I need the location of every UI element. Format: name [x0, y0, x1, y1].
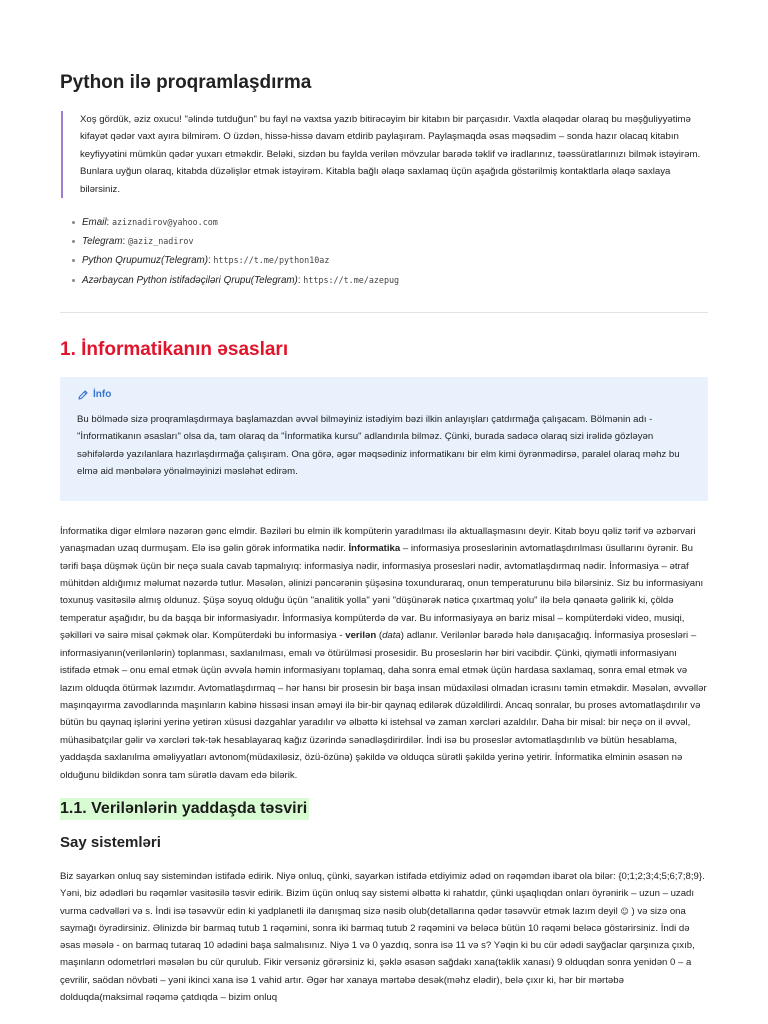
contact-email-link[interactable]: aziznadirov@yahoo.com [111, 217, 218, 228]
contact-item-azepug: Azərbaycan Python istifadəçiləri Qrupu(Telegram): https://t.me/azepug [82, 271, 708, 290]
contact-azepug-link[interactable]: https://t.me/azepug [303, 274, 400, 285]
info-callout [60, 377, 708, 501]
info-callout-label: İnfo [93, 389, 112, 401]
contact-label: Python Qrupumuz(Telegram) [82, 255, 208, 267]
contact-item-email: Email: aziznadirov@yahoo.com [82, 213, 708, 232]
intro-text: Xoş gördük, əziz oxucu! "əlində tutduğun" bu fayl nə vaxtsa yazıb bitirəcəyim bir kitabın bir parçasıdır. Vaxtla əlaqədar olaraq bu məşğuliyyətimə kifayət qədər vaxt ayıra bilmirəm. O üzdən, hissə-hissə davam etdirib paylaşıram. Paylaşmaqda əsas məqsədim – sonda hazır olacaq kitabın keyfiyyətini mümkün qədər yuxarı etməkdir. Beləki, sizdən bu faylda verilən mövzular barədə təklif və iradlarınız, təəssüratlarınızı bilmək istəyirəm. Bunlara uyğun olaraq, kitabda düzəlişlər etmək istəyirəm. Kitabla bağlı əlaqə saxlamaq üçün aşağıda göstərilmiş kontaktlarla əlaqə saxlaya bilərsiniz. [80, 114, 701, 195]
topic-heading: Say sistemləri [60, 833, 161, 851]
contact-label: Telegram [82, 236, 123, 248]
text-run: İnformatika digər elmlərə nəzərən gənc elmdir. Bəziləri bu elmin ilk kompüterin yaradılması ilə aktuallaşmasını deyir. Kitab boyu qəliz tərif və əzbərvari yanaşmadan uzaq durmuşam. Elə isə gəlin görək informatika nədir. [60, 525, 696, 555]
subsection-heading: 1.1. Verilənlərin yaddaşda təsviri [60, 798, 309, 820]
page-title: Python ilə proqramlaşdırma [60, 72, 312, 93]
contact-item-python-group: Python Qrupumuz(Telegram): https://t.me/python10az [82, 251, 708, 270]
info-callout-text: Bu bölmədə sizə proqramlaşdırmaya başlamazdan əvvəl bilməyiniz istədiyim bəzi ilkin anlayışları çatdırmağa çalışacam. Bölmənin adı - "İnformatikanın əsasları" olsa da, tam olaraq da "İnformatika kursu" adlandırıla bilməz. Çünki, burada sadəcə olaraq sizi irəlidə gözləyən səhifələrdə yazılanlara hazırlaşdırmağa çalışıram. Ona görə, əgər məqsədiniz informatikanı bir elm kimi öyrənmədirsə, paralel olaraq məhz bu elmə aid mənbələrə yönəlməyinizi məsləhət edirəm. [77, 413, 680, 478]
contact-telegram-link[interactable]: @aziz_nadirov [127, 236, 194, 247]
bold-term: İnformatika [348, 543, 401, 555]
section-paragraph [60, 523, 708, 784]
contact-item-telegram: Telegram: @aziz_nadirov [82, 232, 708, 251]
contact-label: Azərbaycan Python istifadəçiləri Qrupu(Telegram) [82, 274, 298, 286]
text-run: ) adlanır. Verilənlər barədə hələ danışacağıq. İnformasiya prosesləri – informasiyanın(verilənlərin) toplanması, saxlanılması, emalı və ötürülməsi prosesidir. Bu proseslərin hər biri vacibdir. Çünki, qiymətli informasiyanı istifadə etmək – onu emal etmək üçün əvvəla həmin informasiyanı toplamaq, daha sonra emal etmək üçün hardasa saxlamaq, sonra emal etmək və lazım olduqda ötürmək lazımdır. Avtomatlaşdırmaq – hər hansı bir prosesin bir başa insan müdaxiləsi olmadan icrasını təmin etməkdir. Məsələn, əvvəllər maşınqayırma zavodlarında maşınların kabinə hissəsi insan əməyi ilə bir-bir qaynaq edilərək düzəldilirdi. Ancaq sonralar, bu proses avtomatlaşdırılır və bütün bu qaynaq işlərini yerinə yetirən xüsusi dəzgahlar yaradılır və əlbəttə ki istehsal və zaman xərcləri azaldılır. Daha bir misal: bir neçə on il əvvəl, mühasibatçılar gəlir və xərcləri tək-tək hesablayaraq kağız üzərində sənədləşdirirdilər. İndi isə bu proseslər avtomatlaşdırılıb və bütün hesablama, yaddaşda saxlanılma əməliyyatları avtonom(müdaxiləsiz, özü-özünə) şəkildə və olduqca sürətli şəkildə yerinə yetirir. İnformatika elminin əsasən nə olduğunu bildikdən sonra tam sürətlə davam edə bilərik. [60, 630, 707, 781]
pencil-icon [77, 389, 89, 401]
bold-term: verilən [345, 630, 377, 642]
text-run: ) və sizə ona saymağı öyrədirsiniz. Əlinizdə bir barmaq tutub 1 rəqəmini, sonra iki barmaq tutub 2 rəqəmini və beləcə bütün 10 rəqəmi beləcə göstərirsiniz. İndi də əsas məsələ - on barmaq tutaraq 10 ədədini başa salmalısınız. Niyə 1 və 0 yazdıq, sonra isə 11 və s? Yəqin ki bu cür ədədi sayğaclar qarşınıza çıxıb, maşınların odometrləri məsələn bu cür qurulub. Fikir versəniz görərsiniz ki, şəklə əsasən sağdakı xana(təklik xanası) 9 olduqdan sonra yenidən 0 – a çevrilir, saödan növbəti – yəni ikinci xana isə 1 vahid artır. Əgər hər xanaya mərtəbə desək(məhz elədir), belə çıxır ki, hər bir mərtəbə dolduqda(maksimal rəqəmə çatdıqda – bizim onluq [60, 905, 695, 1004]
text-run: ( [376, 630, 383, 642]
info-callout-header [77, 389, 692, 401]
text-run: – informasiya proseslərinin avtomatlaşdırılması üsullarını öyrənir. Bu tərifi başa düşmək üçün bir neçə suala cavab tapmalıyıq: informasiya nədir, informasiya prosesləri nədir, avtomatlaşdırmaq nədir. İnformasiya – ətraf mühitdən aldığımız məlumat nəzərdə tutlur. Məsələn, əlinizi pəncərənin şüşəsinə toxunduraraq, onun temperaturunu bilə bilərsiniz. Siz bu informasiyanı toxunuş vasitəsilə almış oldunuz. Şüşə soyuq olduğu üçün "analitik yolla" yəni "düşünərək nəticə çıxartmaq yolu" ilə belə qənaətə gəlirik ki, çöldə temperatur aşağıdır, bu da başqa bir informasiyadır. İnformasiya kompüterdə də var. Bu informasiyaya ən bariz misal – kompüterdəki video, musiqi, şəkilləri və sairə misal çəkmək olar. Kompüterdəki bu informasiya - [60, 543, 704, 642]
section-heading: 1. İnformatikanın əsasları [60, 338, 289, 360]
document-page [60, 0, 708, 1006]
contact-list [60, 213, 708, 290]
topic-paragraph [60, 868, 708, 1006]
smiley-icon: ☺ [620, 906, 629, 916]
contact-label: Email [82, 217, 107, 229]
section-divider [60, 312, 708, 313]
contact-python-group-link[interactable]: https://t.me/python10az [213, 255, 330, 266]
text-run: Biz sayarkən onluq say sistemindən istifadə edirik. Niyə onluq, çünki, sayarkən istifadə etdiyimiz ədəd on rəqəmdən ibarət ola bilər: {0;1;2;3;4;5;6;7;8;9}. Yəni, biz ədədləri bu rəqəmlər vasitəsilə təsvir edirik. Bizim üçün onluq say sistemi əlbəttə ki rahatdır, çünki uşaqlıqdan onları öyrənirik – uzun – uzadı vurma cədvəlləri və s. İndi isə təsəvvür edin ki yadplanetli ilə danışmaq sizə nəsib olub(detallarına qədər təsəvvür etmək lazım deyil [60, 870, 705, 917]
intro-blockquote [61, 111, 708, 198]
italic-term: data [382, 630, 401, 642]
